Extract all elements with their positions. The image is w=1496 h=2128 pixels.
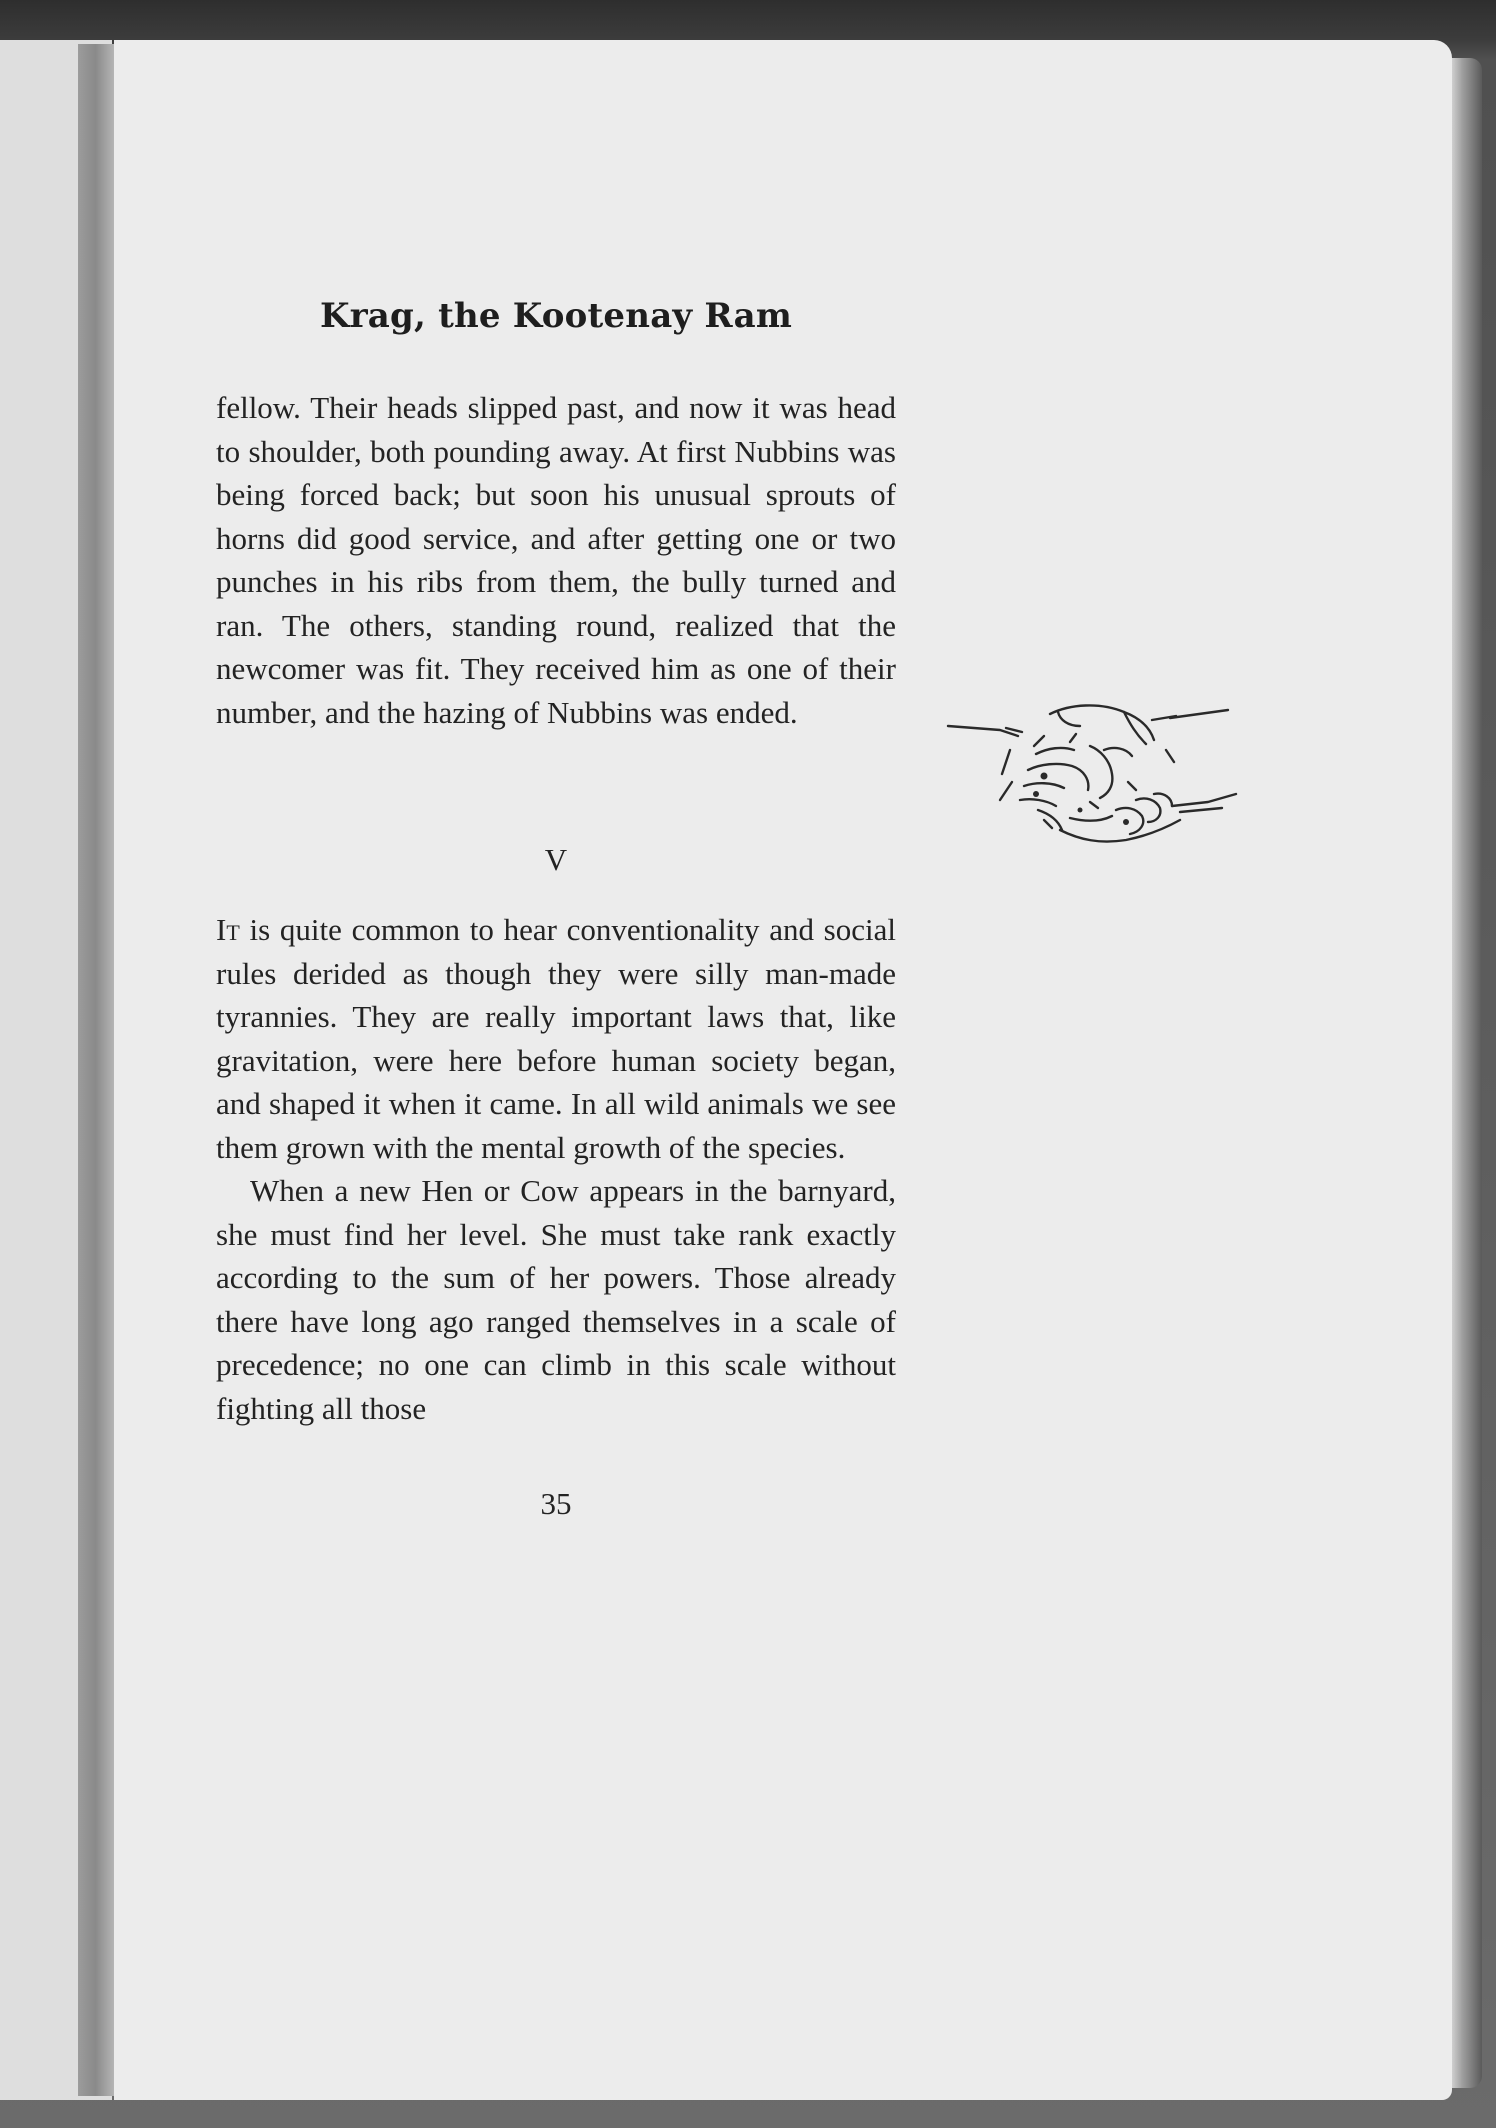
text-block-continuation (216, 386, 896, 734)
page-block-edge (1452, 58, 1482, 2088)
section-opening-paragraph (216, 908, 896, 1169)
text-block-section (216, 908, 896, 1430)
paragraph: When a new Hen or Cow appears in the barnyard, she must find her level. She must take rank exactly according to the sum of her powers. Those already there have long ago ranged themselves in a scale of precedence; no one can climb in this scale without fighting all those (216, 1173, 896, 1426)
paragraph-continued: fellow. Their heads slipped past, and now it was head to shoulder, both pounding away. At first Nubbins was being forced back; but soon his unusual sprouts of horns did good service, and after getting one or two punches in his ribs from them, the bully turned and ran. The others, standing round, realized that the newcomer was fit. They received him as one of their number, and the hazing of Nubbins was ended. (216, 390, 896, 730)
section-number: V (544, 842, 568, 877)
opening-paragraph-text: is quite common to hear conventionality and social rules derided as though they were silly man-made tyrannies. They are really important laws that, like gravitation, were here before human society began, and shaped it when it came. In all wild animals we see them grown with the mental growth of the species. (216, 912, 896, 1165)
page-number: 35 (540, 1486, 572, 1521)
opening-small-caps-word: It (216, 912, 240, 947)
running-head: Krag, the Kootenay Ram (319, 296, 793, 336)
handshake-vignette-icon (940, 690, 1260, 880)
